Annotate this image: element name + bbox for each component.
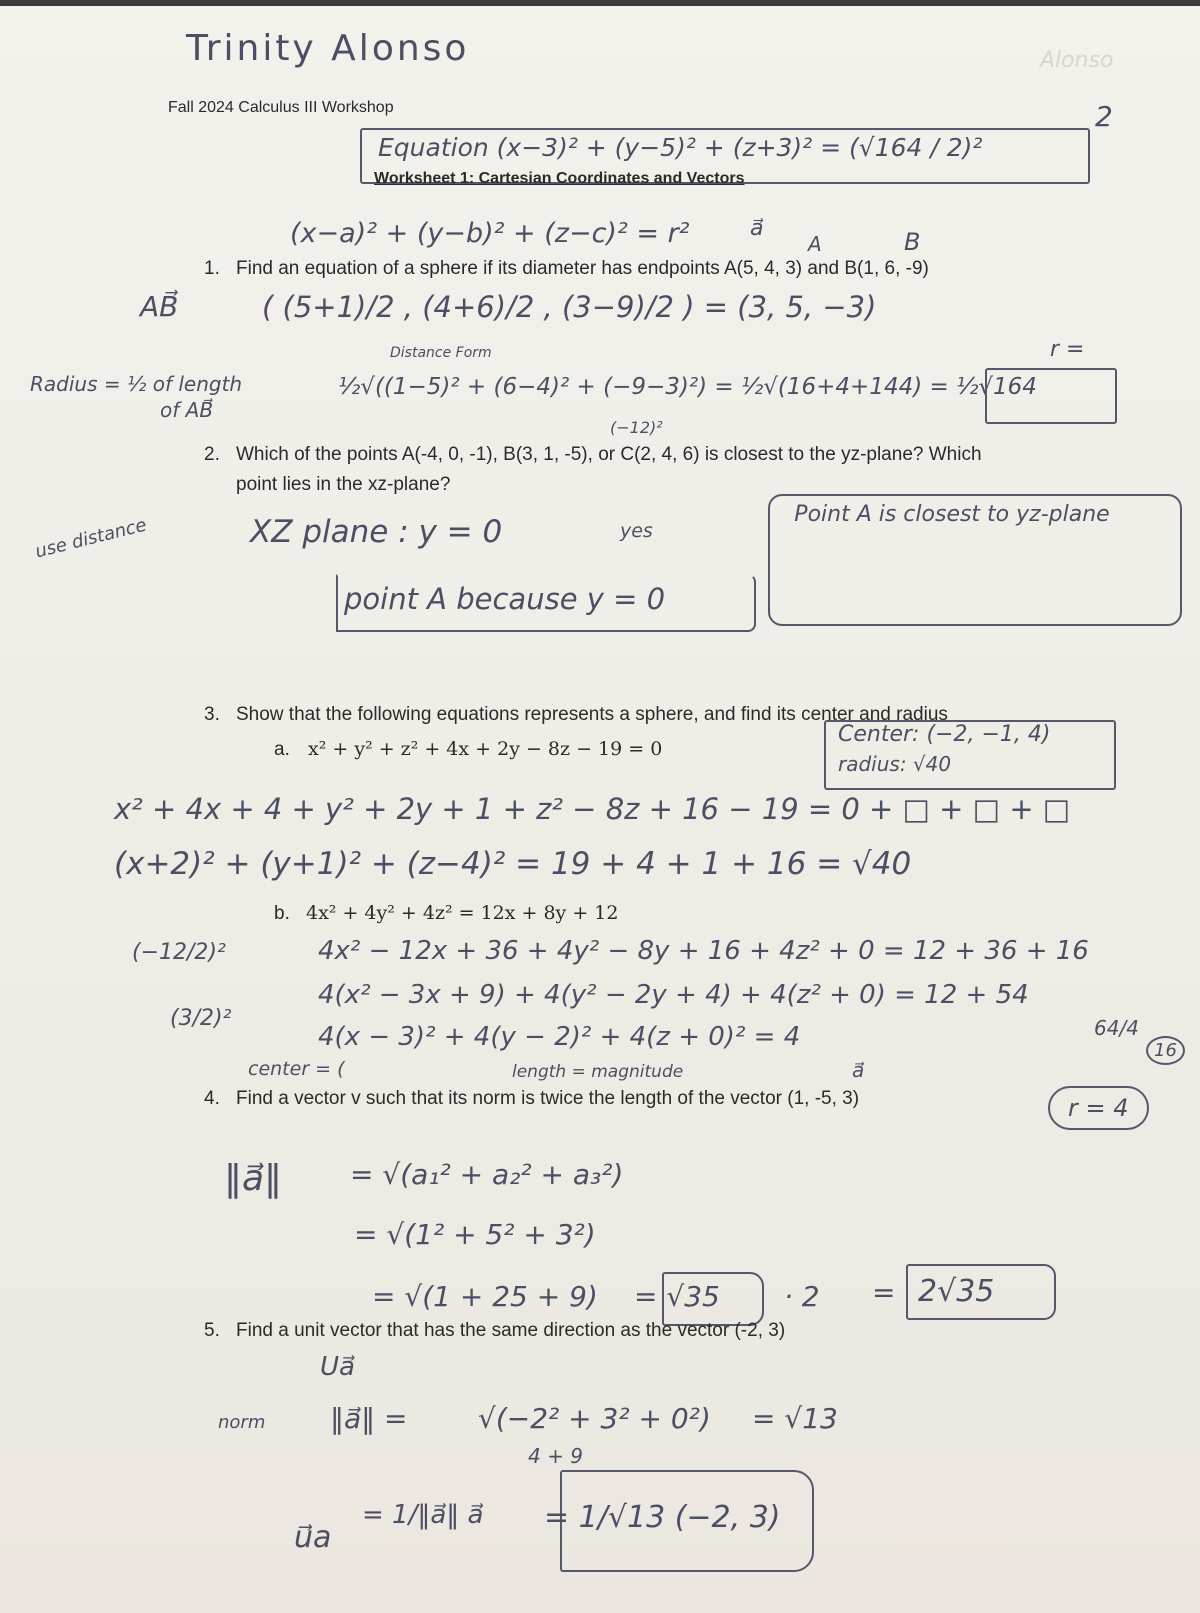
- distance-formula-label: Distance Form: [390, 345, 492, 361]
- distance-work: ½√((1−5)² + (6−4)² + (−9−3)²) = ½√(16+4+144) = ½√164: [338, 374, 1037, 400]
- question-1-text: Find an equation of a sphere if its diameter has endpoints A(5, 4, 3) and B(1, 6, -9): [236, 258, 929, 279]
- four-plus-nine: 4 + 9: [528, 1444, 583, 1468]
- question-3-text: Show that the following equations represents a sphere, and find its center and radius: [236, 704, 948, 725]
- use-distance-note: use distance: [33, 514, 149, 563]
- question-4-number: 4.: [204, 1088, 220, 1109]
- final-norm-answer: 2√35: [918, 1274, 995, 1309]
- radius-answer-3a: radius: √40: [838, 752, 952, 776]
- vector-a-label-2: a⃗: [852, 1058, 865, 1082]
- norm-work-line3: = √(1 + 25 + 9): [372, 1280, 598, 1313]
- point-a-label: A: [808, 232, 822, 256]
- norm-a-label: ‖a⃗‖: [224, 1158, 283, 1199]
- unit-vector-answer: = 1/√13 (−2, 3): [544, 1500, 781, 1535]
- ab-vector-label: AB⃗: [140, 290, 179, 323]
- question-2-line2: point lies in the xz-plane?: [236, 474, 451, 495]
- norm-q5-rhs: √(−2² + 3² + 0²): [478, 1402, 711, 1435]
- norm-word: norm: [218, 1412, 266, 1433]
- radius-answer-box: [985, 368, 1117, 424]
- times-two: · 2: [784, 1280, 820, 1313]
- xz-plane-work: XZ plane : y = 0: [250, 514, 503, 550]
- minus12-squared: (−12)²: [610, 418, 663, 437]
- side-fraction-2: (3/2)²: [170, 1006, 232, 1031]
- question-4: [204, 1088, 859, 1110]
- question-3a-label: a.: [274, 739, 290, 760]
- closest-answer: Point A is closest to yz-plane: [794, 502, 1110, 527]
- center-answer-3a: Center: (−2, −1, 4): [838, 722, 1051, 747]
- norm-q5-lhs: ‖a⃗‖ =: [330, 1402, 408, 1435]
- question-3-number: 3.: [204, 704, 220, 725]
- q3b-work-line3: 4(x − 3)² + 4(y − 2)² + 4(z + 0)² = 4: [318, 1022, 801, 1052]
- unit-vector-label: Ua⃗: [320, 1352, 355, 1382]
- fraction-64-4: 64/4: [1094, 1016, 1139, 1040]
- worksheet-title: Worksheet 1: Cartesian Coordinates and Vectors: [374, 170, 745, 187]
- question-3a-equation: x² + y² + z² + 4x + 2y − 8z − 19 = 0: [308, 738, 663, 760]
- unit-vector-formula: = 1/‖a⃗‖ a⃗: [362, 1500, 484, 1530]
- point-b-label: B: [904, 228, 921, 256]
- r-label: r =: [1050, 337, 1085, 362]
- norm-work-line1: = √(a₁² + a₂² + a₃²): [350, 1158, 624, 1191]
- question-3b: [274, 902, 618, 925]
- sixteen-circled: 16: [1146, 1036, 1185, 1065]
- faded-name-mark: Alonso: [1040, 48, 1114, 73]
- side-fraction-1: (−12/2)²: [132, 940, 226, 965]
- length-magnitude-note: length = magnitude: [512, 1062, 684, 1082]
- question-5-number: 5.: [204, 1320, 220, 1341]
- student-name: Trinity Alonso: [186, 28, 470, 69]
- vector-a-label: a⃗: [750, 216, 764, 241]
- question-1: [204, 258, 929, 280]
- q3a-work-line1: x² + 4x + 4 + y² + 2y + 1 + z² − 8z + 16 − 19 = 0 + □ + □ + □: [114, 792, 1071, 826]
- sqrt35-answer: = √35: [634, 1280, 720, 1313]
- sqrt13-answer: = √13: [752, 1402, 838, 1435]
- radius-note-1: Radius = ½ of length: [30, 372, 243, 396]
- question-3b-label: b.: [274, 903, 290, 924]
- sphere-formula: (x−a)² + (y−b)² + (z−c)² = r²: [290, 218, 690, 249]
- question-5-text: Find a unit vector that has the same direction as the vector (-2, 3): [236, 1320, 786, 1341]
- question-4-text: Find a vector v such that its norm is twice the length of the vector (1, -5, 3): [236, 1088, 860, 1109]
- norm-work-line2: = √(1² + 5² + 3²): [354, 1218, 596, 1251]
- radius-note-2: of AB⃗: [160, 398, 214, 422]
- question-2: [204, 444, 982, 466]
- q3a-work-line2: (x+2)² + (y+1)² + (z−4)² = 19 + 4 + 1 + 16 = √40: [114, 846, 912, 882]
- question-1-number: 1.: [204, 258, 220, 279]
- question-2-line1: Which of the points A(-4, 0, -1), B(3, 1, -5), or C(2, 4, 6) is closest to the yz-plane? Which: [236, 444, 982, 465]
- unit-vector-symbol: u⃗a: [294, 1520, 332, 1555]
- workshop-header: Fall 2024 Calculus III Workshop: [168, 99, 394, 116]
- radius-answer-3b: r = 4: [1048, 1086, 1149, 1130]
- question-3b-equation: 4x² + 4y² + 4z² = 12x + 8y + 12: [306, 902, 619, 924]
- center-blank: center = (: [248, 1058, 345, 1080]
- midpoint-work: ( (5+1)/2 , (4+6)/2 , (3−9)/2 ) = (3, 5, −3): [262, 290, 877, 324]
- question-5: [204, 1320, 785, 1342]
- top-edge: [0, 0, 1200, 6]
- equals-sign: =: [872, 1276, 896, 1309]
- equation-answer: Equation (x−3)² + (y−5)² + (z+3)² = (√164 / 2)²: [378, 133, 983, 162]
- q3b-work-line2: 4(x² − 3x + 9) + 4(y² − 2y + 4) + 4(z² + 0) = 12 + 54: [318, 980, 1029, 1010]
- xz-plane-yes: yes: [620, 520, 653, 542]
- q3b-work-line1: 4x² − 12x + 36 + 4y² − 8y + 16 + 4z² + 0 = 12 + 36 + 16: [318, 936, 1089, 966]
- point-a-answer: point A because y = 0: [344, 582, 666, 616]
- question-3a: [274, 738, 662, 761]
- question-2-number: 2.: [204, 444, 220, 465]
- corner-number: 2: [1095, 100, 1113, 133]
